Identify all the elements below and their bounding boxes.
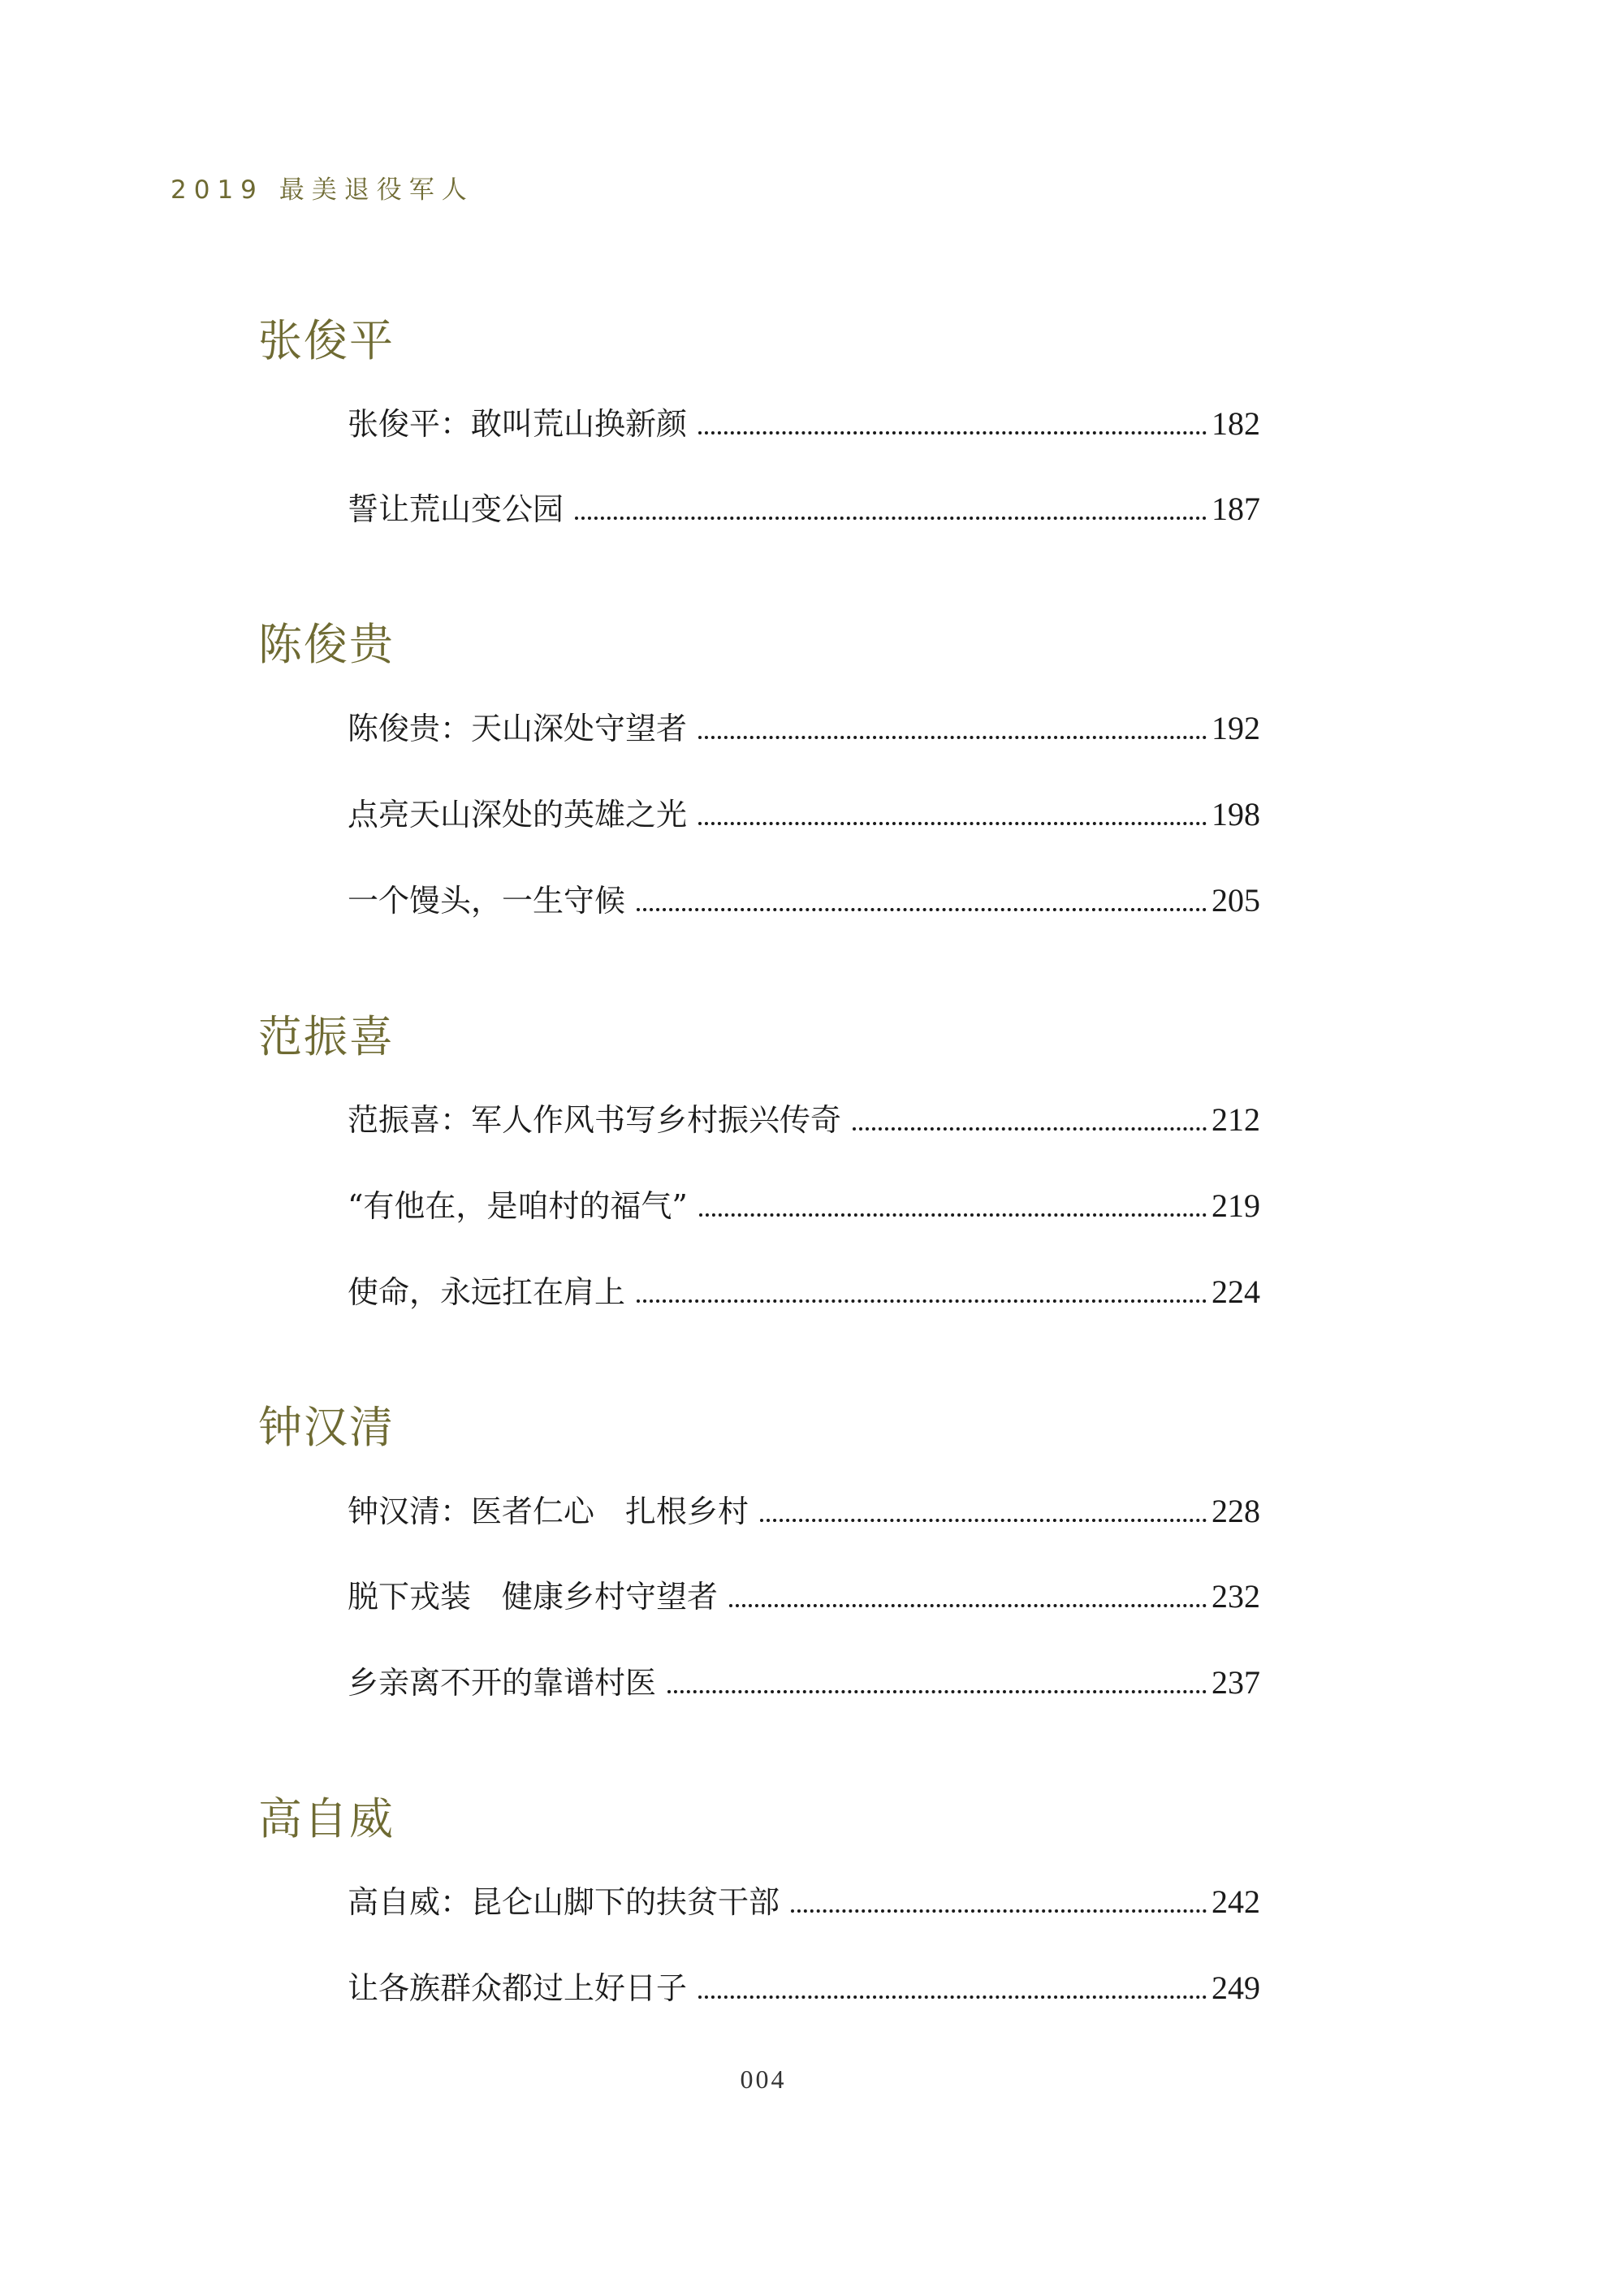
dot-leader (699, 1213, 1207, 1217)
section-title: 张俊平 (258, 315, 395, 366)
dot-leader (637, 908, 1207, 911)
section-title: 陈俊贵 (258, 619, 395, 670)
toc-entry[interactable] (348, 1182, 1260, 1230)
toc-entry[interactable] (348, 1268, 1260, 1317)
toc-entry[interactable] (348, 1658, 1260, 1707)
entry-title: 钟汉清：医者仁心 扎根乡村 (348, 1494, 749, 1529)
dot-leader (791, 1909, 1207, 1913)
toc-entry[interactable] (348, 790, 1260, 839)
page-number: 198 (1212, 796, 1260, 832)
page-number: 187 (1212, 491, 1260, 527)
toc-entry[interactable] (348, 1572, 1260, 1621)
page-number: 228 (1212, 1493, 1260, 1529)
entry-title: 陈俊贵：天山深处守望者 (348, 711, 688, 746)
dot-leader (698, 822, 1207, 825)
dot-leader (729, 1604, 1207, 1607)
dot-leader (760, 1519, 1207, 1522)
entry-title: 点亮天山深处的英雄之光 (348, 797, 688, 832)
page-number: 232 (1212, 1578, 1260, 1615)
entry-title: 高自威：昆仑山脚下的扶贫干部 (348, 1884, 780, 1920)
page-number: 219 (1212, 1187, 1260, 1224)
page-number: 212 (1212, 1101, 1260, 1138)
dot-leader (698, 736, 1207, 739)
page-number: 242 (1212, 1883, 1260, 1920)
entry-title: 乡亲离不开的靠谱村医 (348, 1665, 657, 1701)
running-header: 2019 最美退役军人 (171, 175, 474, 205)
entry-title: “有他在，是咱村的福气” (348, 1188, 688, 1224)
entry-title: 张俊平：敢叫荒山换新颜 (348, 406, 688, 442)
page-number: 224 (1212, 1273, 1260, 1310)
page-number: 182 (1212, 405, 1260, 442)
page-number: 249 (1212, 1969, 1260, 2006)
entry-title: 使命，永远扛在肩上 (348, 1274, 626, 1310)
dot-leader (667, 1690, 1207, 1693)
toc-entry[interactable] (348, 400, 1260, 448)
dot-leader (698, 431, 1207, 435)
toc-entry[interactable] (348, 485, 1260, 534)
dot-leader (575, 517, 1207, 520)
toc-entry[interactable] (348, 876, 1260, 925)
entry-title: 誓让荒山变公园 (348, 491, 564, 527)
toc-entry[interactable] (348, 1878, 1260, 1926)
page-number: 237 (1212, 1664, 1260, 1701)
page-number: 192 (1212, 710, 1260, 746)
toc-entry[interactable] (348, 1964, 1260, 2013)
toc-entry[interactable] (348, 1487, 1260, 1536)
section-title: 高自威 (258, 1793, 395, 1844)
toc-entry[interactable] (348, 704, 1260, 753)
dot-leader (853, 1127, 1207, 1131)
section-title: 范振喜 (258, 1011, 395, 1062)
entry-title: 一个馒头，一生守候 (348, 883, 626, 919)
entry-title: 脱下戎装 健康乡村守望者 (348, 1579, 719, 1615)
page-folio: 004 (740, 2065, 787, 2094)
toc-entry[interactable] (348, 1096, 1260, 1144)
entry-title: 范振喜：军人作风书写乡村振兴传奇 (348, 1102, 842, 1138)
page-number: 205 (1212, 882, 1260, 919)
section-title: 钟汉清 (258, 1402, 395, 1453)
dot-leader (637, 1299, 1207, 1303)
entry-title: 让各族群众都过上好日子 (348, 1970, 688, 2006)
dot-leader (698, 1995, 1207, 1999)
